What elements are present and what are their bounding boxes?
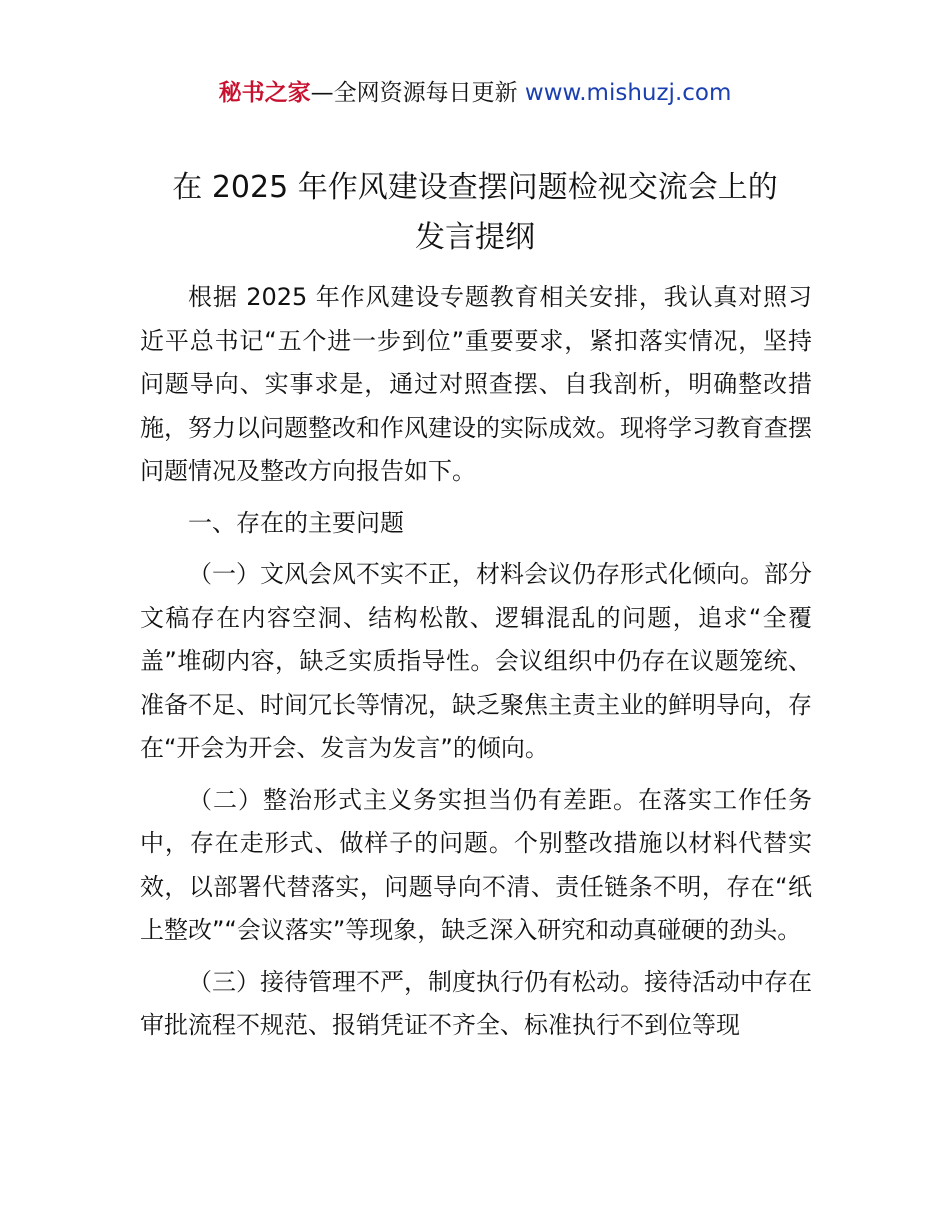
issue-paragraph-3: （三）接待管理不严，制度执行仍有松动。接待活动中存在审批流程不规范、报销凭证不齐全、标准执行不到位等现: [140, 967, 812, 1039]
intro-paragraph: 根据 2025 年作风建设专题教育相关安排，我认真对照习近平总书记“五个进一步到位”重要要求，紧扣落实情况，坚持问题导向、实事求是，通过对照查摆、自我剖析，明确整改措施，努力以问题整改和作风建设的实际成效。现将学习教育查摆问题情况及整改方向报告如下。: [140, 283, 812, 485]
issue-paragraph-1: （一）文风会风不实不正，材料会议仍存形式化倾向。部分文稿存在内容空洞、结构松散、逻辑混乱的问题，追求“全覆盖”堆砌内容，缺乏实质指导性。会议组织中仍存在议题笼统、准备不足、时间冗长等情况，缺乏聚焦主责主业的鲜明导向，存在“开会为开会、发言为发言”的倾向。: [140, 560, 812, 762]
issue-paragraph-2: （二）整治形式主义务实担当仍有差距。在落实工作任务中，存在走形式、做样子的问题。个别整改措施以材料代替实效，以部署代替落实，问题导向不清、责任链条不明，存在“纸上整改”“会议落实”等现象，缺乏深入研究和动真碰硬的劲头。: [140, 785, 812, 944]
section-heading: 一、存在的主要问题: [188, 508, 404, 537]
title-line-2: 发言提纲: [415, 220, 535, 255]
brand-name: 秘书之家: [218, 80, 311, 106]
header-tagline: —全网资源每日更新: [310, 80, 518, 106]
document-title: [140, 166, 810, 266]
document-body: [140, 276, 812, 1048]
title-line-1: 在 2025 年作风建设查摆问题检视交流会上的: [172, 170, 778, 205]
site-url-link[interactable]: www.mishuzj.com: [524, 80, 732, 106]
site-header: [0, 76, 950, 110]
